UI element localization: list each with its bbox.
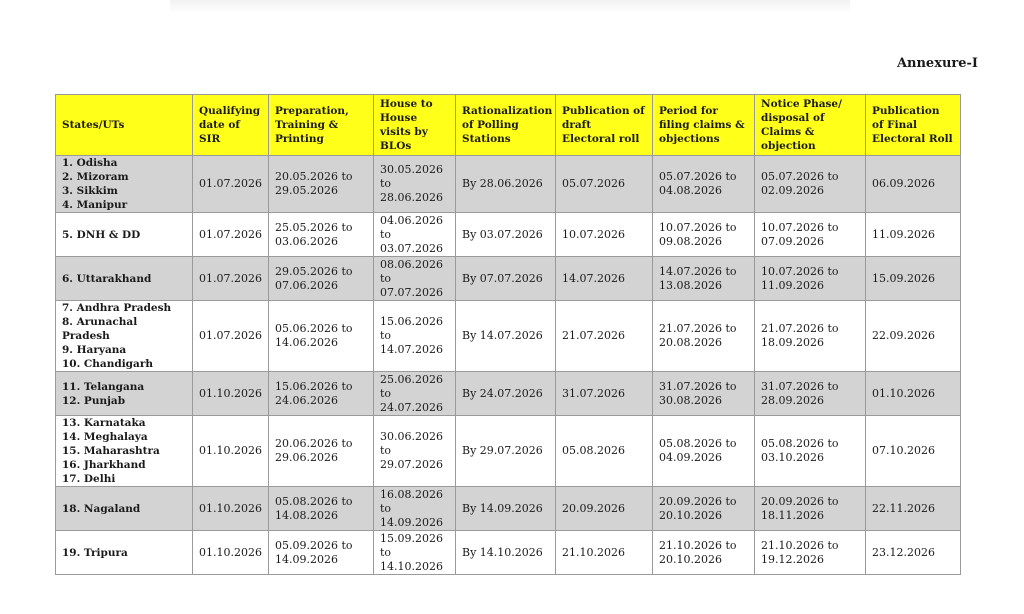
final-publication-cell: 22.09.2026 [866,301,961,372]
claims-period-cell-line: 21.07.2026 to [659,322,737,335]
rationalization-cell: By 03.07.2026 [456,213,556,257]
state-name: 4. Manipur [62,199,128,211]
preparation-cell [269,531,374,575]
house-visits-cell-line: 14.07.2026 [380,343,443,356]
state-name: 15. Maharashtra [62,445,160,457]
house-visits-cell-line: 15.09.2026 [380,531,443,545]
preparation-cell [269,156,374,213]
states-cell [56,257,193,301]
claims-period-cell [653,301,755,372]
notice-phase-cell-line: 19.12.2026 [761,552,824,566]
house-visits-cell-line: to [380,177,392,190]
claims-period-cell [653,372,755,416]
state-name: 9. Haryana [62,344,127,356]
table-row [56,416,961,487]
qualifying-date-cell: 01.07.2026 [193,213,269,257]
rationalization-cell: By 14.09.2026 [456,487,556,531]
notice-phase-cell-line: 21.07.2026 to [761,322,839,335]
notice-phase-cell-line: 28.09.2026 [761,393,824,407]
state-name: 5. DNH & DD [62,228,141,241]
house-visits-cell-line: 24.07.2026 [380,400,443,414]
house-visits-cell [374,416,456,487]
notice-phase-cell-line: 20.09.2026 to [761,494,839,508]
house-visits-cell-line: 14.10.2026 [380,559,443,573]
claims-period-cell-line: 05.07.2026 to [659,170,737,183]
house-visits-cell-line: to [380,444,392,457]
states-cell [56,372,193,416]
claims-period-cell [653,257,755,301]
notice-phase-cell-line: 10.07.2026 to [761,220,839,234]
house-visits-cell-line: 07.07.2026 [380,285,443,299]
table-row [56,257,961,301]
qualifying-date-cell: 01.10.2026 [193,372,269,416]
draft-publication-cell: 05.08.2026 [556,416,653,487]
preparation-cell-line: 24.06.2026 [275,393,338,407]
preparation-cell-line: 20.06.2026 to [275,437,353,450]
states-cell [56,301,193,372]
state-name: 10. Chandigarh [62,358,153,370]
house-visits-cell-line: 04.06.2026 [380,213,443,227]
preparation-cell-line: 05.06.2026 to [275,322,353,335]
states-cell [56,156,193,213]
preparation-cell-line: 20.05.2026 to [275,170,353,183]
preparation-cell [269,301,374,372]
claims-period-cell-line: 04.08.2026 [659,184,722,197]
qualifying-date-cell: 01.10.2026 [193,531,269,575]
house-visits-cell-line: to [380,329,392,342]
notice-phase-cell-line: 07.09.2026 [761,234,824,248]
preparation-cell [269,487,374,531]
claims-period-cell-line: 05.08.2026 to [659,437,737,450]
preparation-cell [269,372,374,416]
preparation-cell-line: 05.09.2026 to [275,538,353,552]
state-name: 18. Nagaland [62,502,141,515]
state-name: 6. Uttarakhand [62,272,152,285]
house-visits-cell-line: to [380,227,392,241]
notice-phase-cell-line: 21.10.2026 to [761,538,839,552]
notice-phase-cell [755,257,866,301]
table-row [56,487,961,531]
house-visits-cell-line: 28.06.2026 [380,191,443,204]
preparation-cell-line: 15.06.2026 to [275,379,353,393]
notice-phase-cell [755,156,866,213]
header-notice-phase: Notice Phase/ disposal of Claims & objection [755,95,866,156]
annexure-label: Annexure-I [896,56,978,71]
table-row [56,301,961,372]
draft-publication-cell: 10.07.2026 [556,213,653,257]
qualifying-date-cell: 01.07.2026 [193,156,269,213]
house-visits-cell-line: 16.08.2026 [380,487,443,501]
preparation-cell [269,416,374,487]
rationalization-cell: By 24.07.2026 [456,372,556,416]
claims-period-cell-line: 20.10.2026 [659,552,722,566]
state-name: 8. Arunachal Pradesh [62,316,138,342]
claims-period-cell-line: 31.07.2026 to [659,379,737,393]
claims-period-cell-line: 21.10.2026 to [659,538,737,552]
preparation-cell [269,257,374,301]
rationalization-cell: By 14.10.2026 [456,531,556,575]
house-visits-cell-line: 14.09.2026 [380,515,443,529]
table-row [56,531,961,575]
header-row [56,95,961,156]
qualifying-date-cell: 01.07.2026 [193,257,269,301]
header-preparation: Preparation, Training & Printing [269,95,374,156]
preparation-cell-line: 14.08.2026 [275,508,338,522]
header-qualifying-date: Qualifying date of SIR [193,95,269,156]
claims-period-cell-line: 20.10.2026 [659,508,722,522]
house-visits-cell [374,372,456,416]
draft-publication-cell: 20.09.2026 [556,487,653,531]
house-visits-cell [374,156,456,213]
state-name: 2. Mizoram [62,171,129,183]
state-name: 13. Karnataka [62,417,146,429]
claims-period-cell-line: 20.09.2026 to [659,494,737,508]
claims-period-cell-line: 09.08.2026 [659,234,722,248]
house-visits-cell [374,531,456,575]
preparation-cell-line: 14.06.2026 [275,336,338,349]
header-claims-period: Period for filing claims & objections [653,95,755,156]
house-visits-cell [374,213,456,257]
house-visits-cell-line: to [380,501,392,515]
notice-phase-cell-line: 02.09.2026 [761,184,824,197]
draft-publication-cell: 05.07.2026 [556,156,653,213]
house-visits-cell-line: 08.06.2026 [380,257,443,271]
final-publication-cell: 11.09.2026 [866,213,961,257]
notice-phase-cell [755,487,866,531]
rationalization-cell: By 14.07.2026 [456,301,556,372]
final-publication-cell: 01.10.2026 [866,372,961,416]
draft-publication-cell: 14.07.2026 [556,257,653,301]
house-visits-cell-line: 29.07.2026 [380,458,443,471]
notice-phase-cell-line: 18.11.2026 [761,508,824,522]
notice-phase-cell-line: 11.09.2026 [761,278,824,292]
draft-publication-cell: 31.07.2026 [556,372,653,416]
state-name: 17. Delhi [62,473,116,485]
preparation-cell-line: 29.05.2026 to [275,264,353,278]
preparation-cell-line: 05.08.2026 to [275,494,353,508]
notice-phase-cell [755,416,866,487]
claims-period-cell [653,213,755,257]
house-visits-cell [374,257,456,301]
final-publication-cell: 15.09.2026 [866,257,961,301]
qualifying-date-cell: 01.07.2026 [193,301,269,372]
preparation-cell-line: 29.06.2026 [275,451,338,464]
rationalization-cell: By 29.07.2026 [456,416,556,487]
house-visits-cell-line: to [380,386,392,400]
final-publication-cell: 22.11.2026 [866,487,961,531]
claims-period-cell [653,416,755,487]
state-name: 1. Odisha [62,157,118,169]
notice-phase-cell [755,531,866,575]
header-draft-publication: Publication of draft Electoral roll [556,95,653,156]
state-name: 14. Meghalaya [62,431,148,443]
states-cell [56,531,193,575]
state-name: 7. Andhra Pradesh [62,302,172,314]
house-visits-cell-line: to [380,271,392,285]
claims-period-cell [653,487,755,531]
notice-phase-cell [755,372,866,416]
notice-phase-cell-line: 03.10.2026 [761,451,824,464]
house-visits-cell-line: 25.06.2026 [380,372,443,386]
house-visits-cell-line: to [380,545,392,559]
claims-period-cell [653,156,755,213]
state-name: 19. Tripura [62,546,128,559]
notice-phase-cell-line: 18.09.2026 [761,336,824,349]
states-cell [56,416,193,487]
preparation-cell-line: 29.05.2026 [275,184,338,197]
claims-period-cell-line: 20.08.2026 [659,336,722,349]
final-publication-cell: 06.09.2026 [866,156,961,213]
house-visits-cell-line: 30.06.2026 [380,430,443,443]
house-visits-cell [374,487,456,531]
rationalization-cell: By 07.07.2026 [456,257,556,301]
state-name: 16. Jharkhand [62,459,146,471]
notice-phase-cell [755,213,866,257]
table-row [56,156,961,213]
house-visits-cell-line: 30.05.2026 [380,163,443,176]
notice-phase-cell-line: 05.07.2026 to [761,170,839,183]
preparation-cell [269,213,374,257]
qualifying-date-cell: 01.10.2026 [193,487,269,531]
claims-period-cell-line: 14.07.2026 to [659,264,737,278]
qualifying-date-cell: 01.10.2026 [193,416,269,487]
final-publication-cell: 23.12.2026 [866,531,961,575]
sir-schedule-table [55,94,961,575]
schedule-body [56,156,961,575]
header-states: States/UTs [56,95,193,156]
state-name: 12. Punjab [62,394,126,407]
header-house-visits: House to House visits by BLOs [374,95,456,156]
page-top-shadow [170,0,850,14]
house-visits-cell-line: 15.06.2026 [380,315,443,328]
preparation-cell-line: 07.06.2026 [275,278,338,292]
state-name: 3. Sikkim [62,185,118,197]
house-visits-cell [374,301,456,372]
state-name: 11. Telangana [62,380,145,393]
table-row [56,213,961,257]
notice-phase-cell [755,301,866,372]
claims-period-cell-line: 30.08.2026 [659,393,722,407]
rationalization-cell: By 28.06.2026 [456,156,556,213]
preparation-cell-line: 14.09.2026 [275,552,338,566]
table-row [56,372,961,416]
final-publication-cell: 07.10.2026 [866,416,961,487]
header-final-publication: Publication of Final Electoral Roll [866,95,961,156]
claims-period-cell-line: 10.07.2026 to [659,220,737,234]
claims-period-cell-line: 04.09.2026 [659,451,722,464]
notice-phase-cell-line: 10.07.2026 to [761,264,839,278]
states-cell [56,213,193,257]
notice-phase-cell-line: 31.07.2026 to [761,379,839,393]
house-visits-cell-line: 03.07.2026 [380,241,443,255]
claims-period-cell-line: 13.08.2026 [659,278,722,292]
preparation-cell-line: 25.05.2026 to [275,220,353,234]
preparation-cell-line: 03.06.2026 [275,234,338,248]
draft-publication-cell: 21.10.2026 [556,531,653,575]
draft-publication-cell: 21.07.2026 [556,301,653,372]
header-rationalization: Rationalization of Polling Stations [456,95,556,156]
claims-period-cell [653,531,755,575]
notice-phase-cell-line: 05.08.2026 to [761,437,839,450]
states-cell [56,487,193,531]
